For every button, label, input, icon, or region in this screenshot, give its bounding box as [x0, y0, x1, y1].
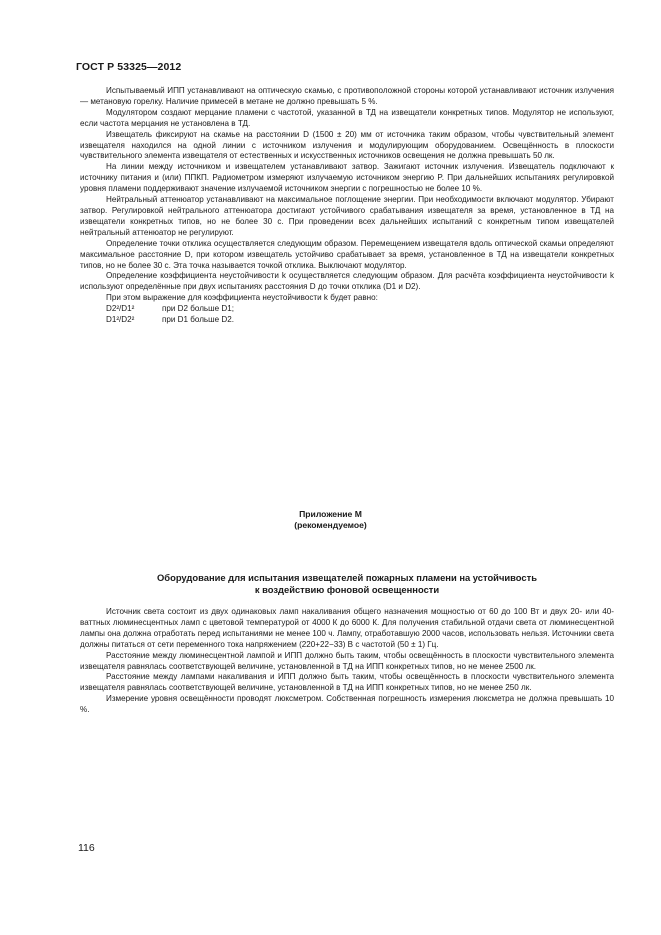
section-heading-line-1: Оборудование для испытания извещателей пожарных пламени на устойчивость	[157, 572, 537, 583]
page-number: 116	[78, 842, 95, 854]
paragraph: Расстояние между люминесцентной лампой и ИПП должно быть таким, чтобы освещённость в плоскости чувствительного элемента извещателя равнялась соответствующей величине, установленной в ТД на ИПП конкретных типов, но не менее 2500 лк.	[80, 650, 614, 671]
formula-row	[80, 315, 614, 326]
paragraph: Определение точки отклика осуществляется следующим образом. Перемещением извещателя вдоль оптической скамьи определяют максимальное расстояние D, при котором извещатель устойчиво срабатывает за время, установленное в ТД на извещатели конкретных типов, но не более 30 с. Эта точка называется точкой отклика. Выключают модулятор.	[80, 238, 614, 270]
formula-condition: при D2 больше D1;	[162, 304, 234, 314]
formula-expression: D2²/D1²	[106, 304, 135, 314]
paragraph: Расстояние между лампами накаливания и ИПП должно быть таким, чтобы освещённость в плоскости чувствительного элемента извещателя равнялась соответствующей величине, установленной в ТД на ИПП конкретных типов, но не менее 250 лк.	[80, 672, 614, 693]
paragraph: Испытываемый ИПП устанавливают на оптическую скамью, с противоположной стороны которой устанавливают источник излучения — метановую горелку. Наличие примесей в метане не должно превышать 5 %.	[80, 86, 614, 106]
paragraph: Измерение уровня освещённости проводят люксметром. Собственная погрешность измерения люксметра не должна превышать 10 %.	[80, 694, 614, 715]
test-procedure-text	[80, 86, 614, 326]
standard-header: ГОСТ Р 53325—2012	[76, 61, 182, 73]
paragraph: На линии между источником и извещателем устанавливают затвор. Зажигают источник излучения. Извещатель подключают к источнику питания и (или) ППКП. Радиометром измеряют излучаемую источником энергию P. При дальнейших испытаниях регулировкой уровня пламени поддерживают значение излучаемой источником энергии с погрешностью не более 10 %.	[80, 162, 614, 194]
paragraph: Источник света состоит из двух одинаковых ламп накаливания общего назначения мощностью от 60 до 100 Вт и двух 20- или 40-ваттных люминесцентных ламп с цветовой температурой от 4000 К до 6000 К. Для получения стабильной отдачи света от люминесцентной лампы она должна отработать перед испытаниями не менее 100 ч. Лампу, отработавшую 2000 часов, использовать нельзя. Источники света должны питаться от сети переменного тока напряжением (220+22−33) В с частотой (50 ± 1) Гц.	[80, 607, 614, 649]
paragraph: Нейтральный аттенюатор устанавливают на максимальное поглощение энергии. При необходимости включают модулятор. Убирают затвор. Регулировкой нейтрального аттенюатора достигают устойчивого срабатывания извещателя за время, установленное в ТД на извещатели конкретных типов, но не более 30 с. При проведении всех дальнейших испытаний с конкретным типом извещателей нейтральный аттенюатор не регулируют.	[80, 195, 614, 237]
paragraph: При этом выражение для коэффициента неустойчивости k будет равно:	[106, 293, 378, 303]
paragraph: Извещатель фиксируют на скамье на расстоянии D (1500 ± 20) мм от источника таким образом, чтобы чувствительный элемент извещателя находился на одной линии с источником излучения и модулирующим оборудованием. Освещённость в плоскости чувствительного элемента извещателя от естественных и искусственных источников освещения не должна превышать 50 лк.	[80, 129, 614, 161]
formula-expression: D1²/D2²	[106, 315, 135, 325]
paragraph: Определение коэффициента неустойчивости k осуществляется следующим образом. Для расчёта коэффициента неустойчивости k используют определённые при двух испытаниях расстояния D до точки отклика (D1 и D2).	[80, 271, 614, 292]
section-heading-line-2: к воздействию фоновой освещенности	[254, 584, 440, 595]
annex-text	[80, 607, 614, 716]
annex-status: (рекомендуемое)	[294, 520, 367, 530]
formula-condition: при D1 больше D2.	[162, 315, 234, 325]
formula-row	[80, 304, 614, 315]
annex-title: Приложение М	[299, 509, 362, 519]
paragraph: Модулятором создают мерцание пламени с частотой, указанной в ТД на извещатели конкретных типов. Модулятор не используют, если частота мерцания не установлена в ТД.	[80, 107, 614, 128]
